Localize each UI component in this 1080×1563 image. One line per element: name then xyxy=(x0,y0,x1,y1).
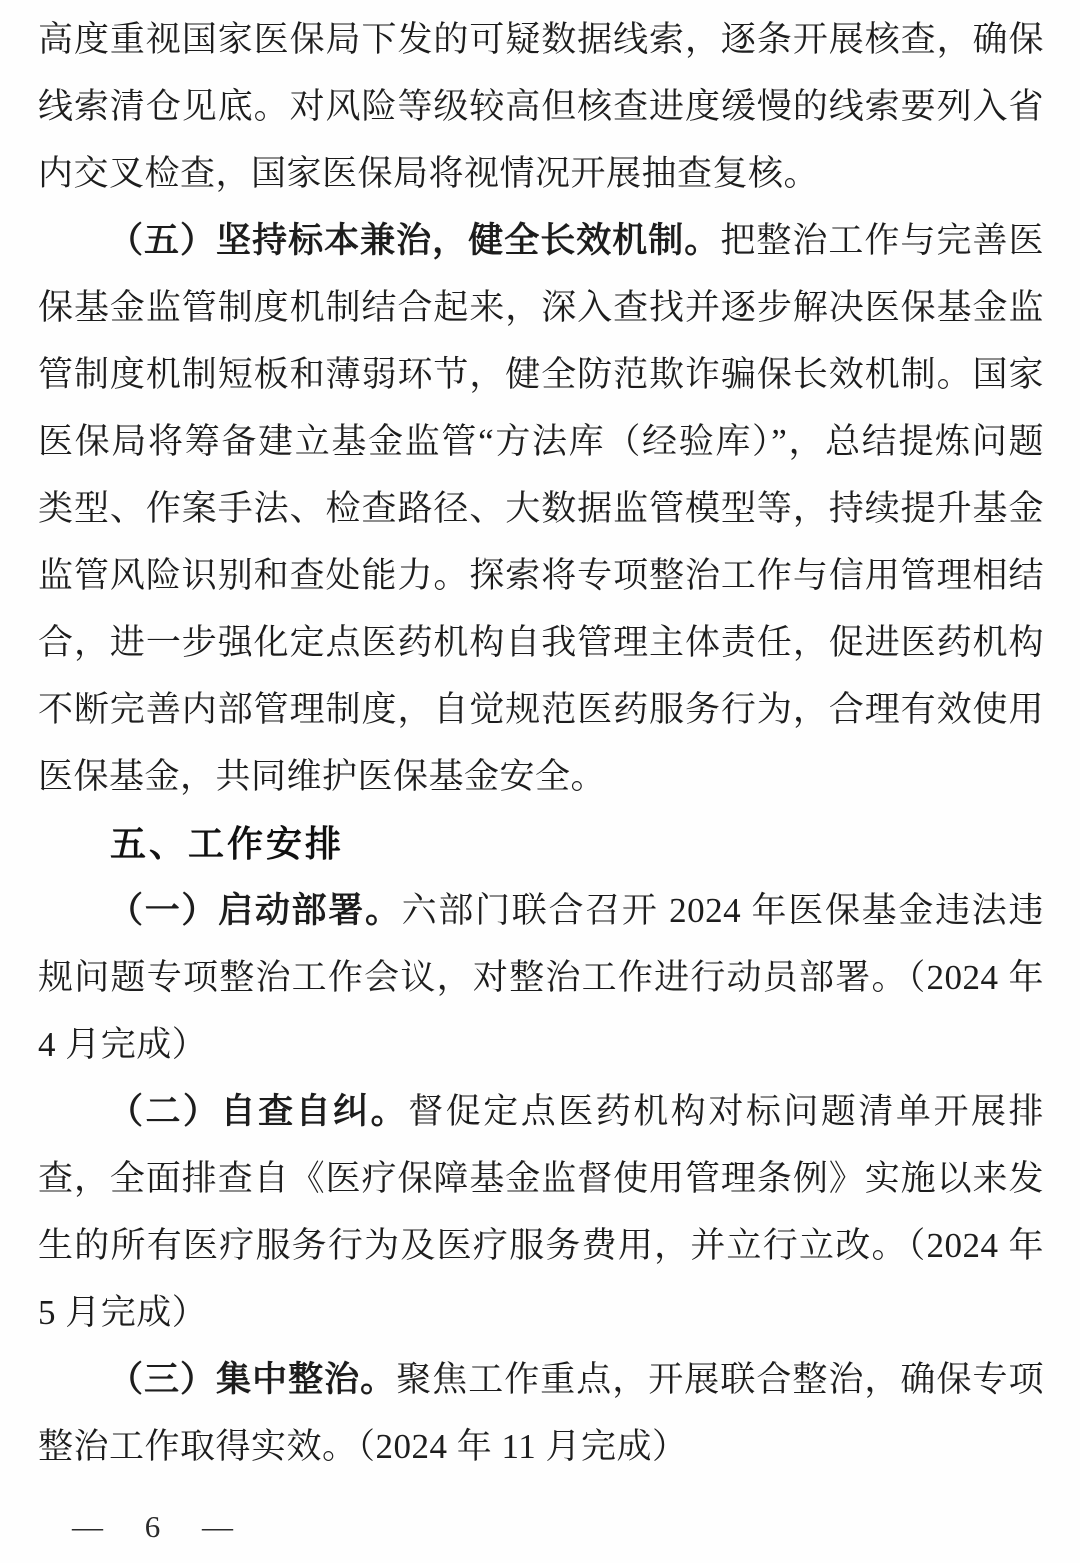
paragraph-text: 督促定点医药机构对标问题清单开展排查，全面排查自《医疗保障基金监督使用管理条例》实施以来发生的所有医疗服务行为及医疗服务费用，并立行立改。（2024 年 5 月完成） xyxy=(38,1092,1044,1332)
section-heading: 五、工作安排 xyxy=(110,823,345,864)
paragraph-text: 高度重视国家医保局下发的可疑数据线索，逐条开展核查，确保线索清仓见底。对风险等级较高但核查进度缓慢的线索要列入省内交叉检查，国家医保局将视情况开展抽查复核。 xyxy=(38,20,1044,193)
paragraph-lead: （二）自查自纠。 xyxy=(108,1092,409,1131)
paragraph-task-1 xyxy=(38,877,1044,1078)
paragraph-lead: （三）集中整治。 xyxy=(108,1360,397,1399)
paragraph-lead: （五）坚持标本兼治，健全长效机制。 xyxy=(108,221,721,260)
paragraph-lead: （一）启动部署。 xyxy=(108,891,402,930)
paragraph-text: 把整治工作与完善医保基金监管制度机制结合起来，深入查找并逐步解决医保基金监管制度机制短板和薄弱环节，健全防范欺诈骗保长效机制。国家医保局将筹备建立基金监管“方法库（经验库）”，总结提炼问题类型、作案手法、检查路径、大数据监管模型等，持续提升基金监管风险识别和查处能力。探索将专项整治工作与信用管理相结合，进一步强化定点医药机构自我管理主体责任，促进医药机构不断完善内部管理制度，自觉规范医药服务行为，合理有效使用医保基金，共同维护医保基金安全。 xyxy=(38,221,1044,796)
page-number: — 6 — xyxy=(72,1509,237,1544)
paragraph-item-5 xyxy=(38,207,1044,810)
paragraph-continuation xyxy=(38,6,1044,207)
paragraph-task-2 xyxy=(38,1078,1044,1346)
paragraph-text: 聚焦工作重点，开展联合整治，确保专项整治工作取得实效。（2024 年 11 月完成） xyxy=(38,1360,1044,1466)
paragraph-task-3 xyxy=(38,1346,1044,1480)
document-body xyxy=(38,6,1044,1480)
paragraph-text: 六部门联合召开 2024 年医保基金违法违规问题专项整治工作会议，对整治工作进行动员部署。（2024 年 4 月完成） xyxy=(38,891,1044,1064)
